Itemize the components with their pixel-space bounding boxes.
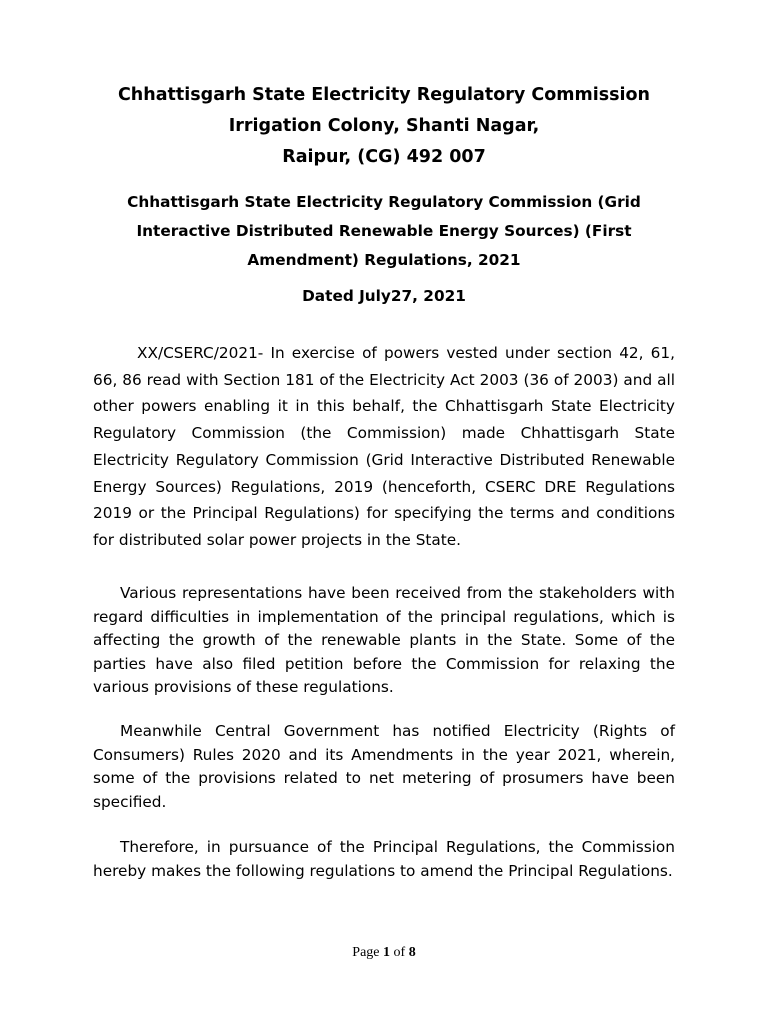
dated-line: Dated July27, 2021: [302, 287, 466, 305]
paragraph-representations: Various representations have been received from the stakeholders with regard difficulties in implementation of the principal regulations, which is affecting the growth of the renewable plants in the State. Some of the parties have also filed petition before the Commission for relaxing the various provisions of these regulations.: [93, 584, 675, 697]
commission-name: Chhattisgarh State Electricity Regulatory Commission: [117, 85, 651, 105]
regulation-title: Chhattisgarh State Electricity Regulatory Commission (Grid Interactive Distributed Renewable Energy Sources) (First Amendment) Regulations, 2021: [127, 193, 641, 269]
page-word: Page: [352, 945, 380, 960]
city-pincode-line: Raipur, (CG) 492 007: [282, 147, 486, 167]
page-number-footer: [0, 945, 768, 961]
commission-address-header: [92, 80, 676, 173]
paragraph-central-government: Meanwhile Central Government has notified Electricity (Rights of Consumers) Rules 2020 and its Amendments in the year 2021, wherein, some of the provisions related to net metering of prosumers have been specified.: [93, 722, 675, 811]
paragraph-preamble: XX/CSERC/2021- In exercise of powers vested under section 42, 61, 66, 86 read with Section 181 of the Electricity Act 2003 (36 of 2003) and all other powers enabling it in this behalf, the Chhattisgarh State Electricity Regulatory Commission (the Commission) made Chhattisgarh State Electricity Regulatory Commission (Grid Interactive Distributed Renewable Energy Sources) Regulations, 2019 (henceforth, CSERC DRE Regulations 2019 or the Principal Regulations) for specifying the terms and conditions for distributed solar power projects in the State.: [93, 344, 675, 549]
address-line: Irrigation Colony, Shanti Nagar,: [228, 116, 540, 136]
paragraph-amendment: Therefore, in pursuance of the Principal Regulations, the Commission hereby makes the following regulations to amend the Principal Regulations.: [93, 838, 675, 880]
of-word: of: [393, 945, 406, 960]
total-page-number: 8: [408, 945, 416, 960]
current-page-number: 1: [383, 945, 391, 960]
